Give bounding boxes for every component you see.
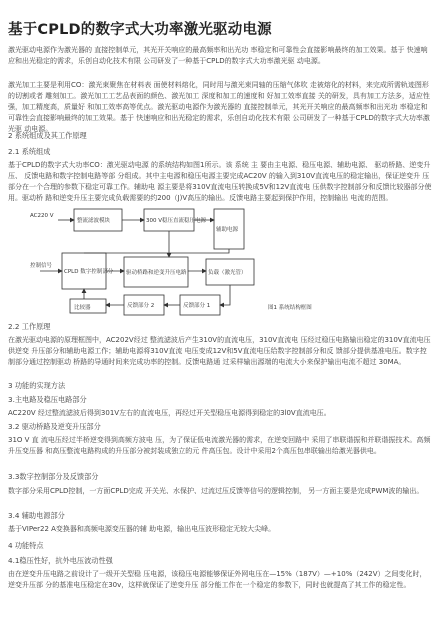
- section-heading-4: 4 功能特点: [8, 541, 44, 550]
- diagram-label-drive-bridge: 驱动桥路和逆变升压电路: [126, 270, 187, 276]
- diagram-label-regulated-dc: 300 V稳压直流稳压电源: [146, 218, 207, 224]
- section-heading-3-2: 3.2 驱动桥路及逆变升压部分: [8, 422, 101, 431]
- section-heading-4-1: 4.1稳压性好，抗外电压波动性强: [8, 556, 113, 565]
- diagram-label-feedback-1: 反馈部分 1: [183, 303, 211, 309]
- section-heading-3: 3 功能的实现方法: [8, 381, 66, 390]
- paragraph-main-circuit: AC220V 经过整流滤波后得到301V左右的直流电压，再经过开关型稳压电源得到稳定的3l0V直流电压。: [8, 409, 331, 417]
- diagram-label-cpld: CPLD 数字控制部分: [64, 269, 114, 275]
- diagram-label-comparator: 比较器: [74, 305, 91, 311]
- section-heading-3-1: 3.主电路及稳压电路部分: [8, 395, 87, 404]
- diagram-label-feedback-2: 反馈部分 2: [127, 303, 155, 309]
- paragraph-background: 激光加工主要是利用CO：激光束聚焦在材料表 面使材料熔化，同时用与激光束同轴的压缩气体吹 走被熔化的材料，来完成所需轨迹图形的切割或者 雕刻加工。激光加工工艺品表面的颜色、激光加工 深度和加工的速度和 好加工效率直接 关的研发，具有加工方法多，适应性强，加工精度高，质量好 和加工效率高等优点。激光驱动电源作为激光器的 直接控制单元，其光开关响应的最高频率和出光功 率稳定和可靠性会直接影响最终的加工效果。基于 快速响应和出光稳定的需求，乐创自动化技术有限 公司研发了一种基于CPLD的数字式大功率激光驱 动电源。: [8, 81, 430, 133]
- paragraph-system-composition: 基于CPLD的数字式大功率CO：激光驱动电源 的系统结构如图1所示。该 系统 主 要由主电源、稳压电源、辅助电源、 驱动桥路、逆变升压、 反馈电路和数字控制电路等部 分组成。其中主电源和稳压电源主要完成AC20V 的输入到310V直流电压的稳定输出，保证逆变升 压部分在一个合理的参数下稳定可靠工作。辅助电 源主要是将310V直流电压转换成5V和12V直流电 压供数字控制部分和反馈比较器部分使用。驱动桥 路和逆变升压主要完成负载需要的约200（J)V高压的输出。反馈电路主要起到保护作用，控制输出 电流的范围。: [8, 161, 432, 202]
- paragraph-inverter: 31O V 直 流电压经过半桥逆变得到高频方波电 压，为了保证低电流激光器的需求，在逆变回路中 采用了串联谐振和并联谐振技术。高频升压变压器 和高压整流电路构成的升压部分被封装成独立的元 件高压包。设计中采用2个高压包串联输出给激光器供电。: [8, 436, 431, 455]
- section-heading-2: 2 系统组成及其工作原理: [8, 131, 87, 140]
- paragraph-intro: 激光驱动电源作为激光器的 直接控制单元，其光开关响应的最高频率和出光功 率稳定和可靠性会直接影响最终的加工效果。基于 快速响应和出光稳定的需求，乐创自动化技术有限 公司研发了一种基于CPLD的数字式大功率激光驱 动电源。: [8, 46, 428, 65]
- paragraph-working-principle: 在激光驱动电源的原理框图中，AC202V经过 整流滤波后产生310V的直流电压，310V直流电 压经过稳压电路输出稳定的310V直流电压供逆变 升压部分和辅助电源工作；辅助电源将310V直流 电压变成12V和5V直流电压给数字控制部分和反 馈部分提供基准电压。数字控制部分通过控制驱动 桥路的导通时间来完成功率的控制。反馈电路通 过采样输出源端的电流大小来保护输出电流不超过 30MA。: [8, 336, 431, 366]
- section-heading-3-3: 3.3数字控制部分及反馈部分: [8, 472, 99, 481]
- diagram-label-control-signal: 控制信号: [30, 263, 53, 269]
- diagram-caption: 图1 系统结构框图: [268, 305, 312, 311]
- section-heading-2-2: 2.2 工作原理: [8, 322, 51, 331]
- diagram-label-rectifier: 整流滤波模块: [77, 218, 111, 224]
- diagram-label-load: 负载（激光管）: [208, 270, 247, 276]
- diagram-label-aux-power: 辅助电源: [216, 227, 239, 233]
- diagram-label-ac-input: AC220 V: [30, 213, 54, 219]
- paragraph-stability: 由在逆变升压电路之前设计了一级开关型稳 压电源，该稳压电源能够保证外网电压在—15%（187V）—+10%（242V）之间变化时，逆变升压部 分的基准电压稳定在30v，这样就保证了逆变升压 部分能工作在一个稳定的参数下，同时也就提高了其工作的稳定性。: [8, 570, 427, 589]
- section-heading-2-1: 2.1 系统组成: [8, 147, 51, 156]
- paragraph-digital-control: 数字部分采用CPLD控制，一方面CPLD完成 开关光、水保护、过流过压反馈等信号的逻辑控制， 另一方面主要是完成PWM波的输出。: [8, 487, 424, 495]
- paragraph-aux-power: 基于VIPer22 A变换器和高频电源变压器的辅 助电源，输出电压波形稳定无较大尖峰。: [8, 525, 276, 533]
- document-title: 基于CPLD的数字式大功率激光驱动电源: [8, 22, 272, 38]
- system-block-diagram: [28, 205, 348, 317]
- section-heading-3-4: 3.4 辅助电源部分: [8, 511, 65, 520]
